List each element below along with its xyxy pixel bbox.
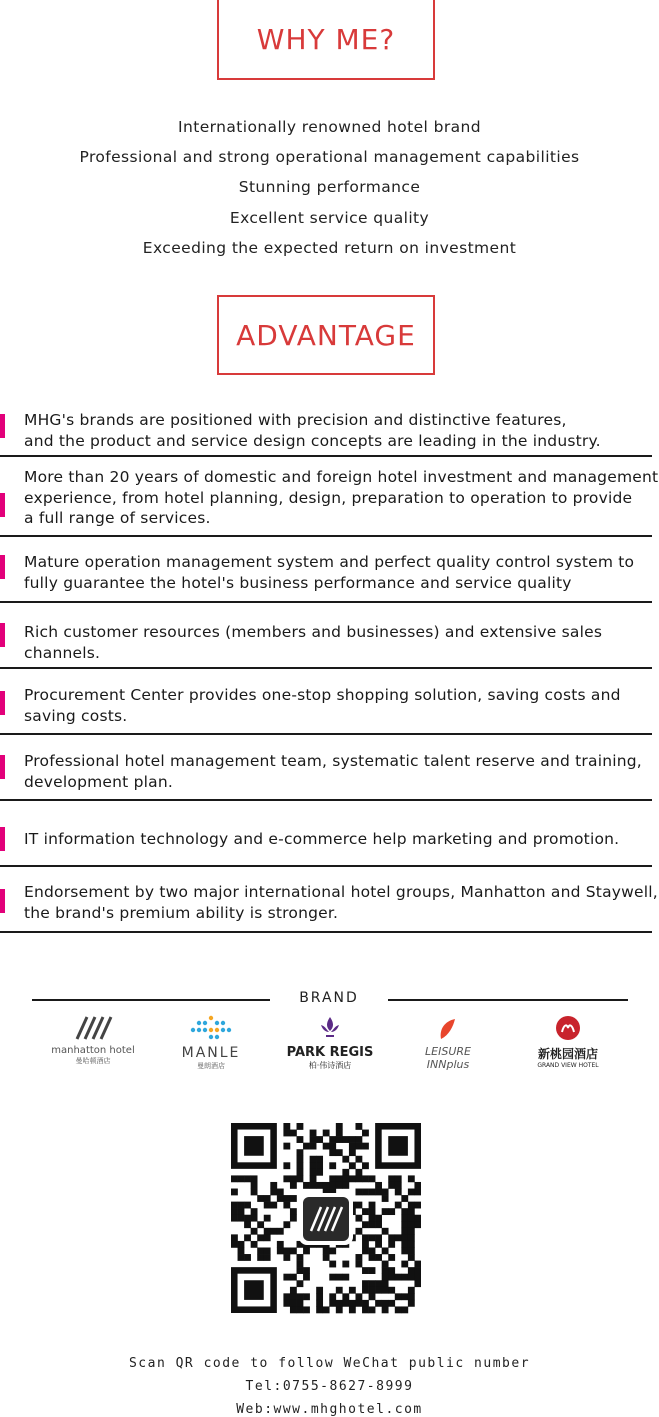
advantage-title: ADVANTAGE: [217, 295, 435, 375]
accent-bar: [0, 827, 5, 851]
logo-sub: 曼哈顿酒店: [75, 1057, 111, 1065]
why-line: Professional and strong operational management capabilities: [79, 148, 580, 167]
manle-logo: [168, 1015, 254, 1079]
advantage-item: [0, 457, 659, 537]
brand-label: BRAND: [299, 990, 359, 1006]
dots-logo-icon: [181, 1015, 241, 1041]
advantage-text: Procurement Center provides one-stop shopping solution, saving costs and saving costs.: [24, 686, 621, 725]
advantage-item: [0, 867, 658, 933]
advantage-text: Rich customer resources (members and businesses) and extensive sales channels.: [24, 623, 603, 662]
why-line: Excellent service quality: [229, 208, 430, 227]
brand-header: [0, 990, 659, 1010]
accent-bar: [0, 623, 5, 647]
advantage-text: MHG's brands are positioned with precision and distinctive features, and the product and service design concepts are leading in the industry.: [24, 411, 601, 450]
accent-bar: [0, 555, 5, 579]
advantage-item: [0, 735, 652, 801]
logo-name: LEISURE INNplus: [425, 1045, 471, 1071]
why-list: [0, 112, 659, 263]
manhatton-logo: [48, 1015, 138, 1079]
accent-bar: [0, 889, 5, 913]
logo-name: 新桃园酒店: [537, 1047, 598, 1061]
phone-number[interactable]: Tel:0755-8627-8999: [245, 1379, 414, 1394]
advantage-text: Mature operation management system and perfect quality control system to fully guarantee the hotel's business performance and service quality: [24, 553, 635, 592]
fleur-logo-icon: [317, 1015, 343, 1041]
logo-sub: 曼朗酒店: [197, 1062, 225, 1070]
website-link[interactable]: Web:www.mhghotel.com: [236, 1402, 423, 1417]
stripes-logo-icon: [73, 1015, 113, 1041]
accent-bar: [0, 414, 5, 438]
why-me-title: WHY ME?: [217, 0, 435, 80]
advantage-text: Professional hotel management team, systematic talent reserve and training, development plan.: [24, 752, 642, 791]
logo-name: manhatton hotel: [51, 1045, 135, 1056]
divider: [388, 999, 628, 1001]
advantage-item: [0, 801, 652, 867]
why-line: Stunning performance: [238, 178, 421, 197]
logo-name: MANLE: [181, 1045, 241, 1061]
logo-name: PARK REGIS: [286, 1045, 374, 1060]
advantage-item: [0, 669, 652, 735]
park-regis-logo: [284, 1015, 376, 1079]
advantage-item: [0, 537, 652, 603]
logo-sub: GRAND VIEW HOTEL: [537, 1062, 599, 1069]
leaf-logo-icon: [433, 1015, 463, 1041]
leisure-inn-logo: [404, 1015, 492, 1079]
why-line: Exceeding the expected return on investment: [142, 238, 517, 257]
grand-view-logo: [520, 1015, 616, 1079]
advantage-text: More than 20 years of domestic and foreign hotel investment and management experience, from hotel planning, design, preparation to operation to provide a full range of services.: [24, 468, 659, 527]
advantage-item: [0, 603, 652, 669]
qr-code-icon: [231, 1123, 421, 1315]
accent-bar: [0, 493, 5, 517]
advantage-text: IT information technology and e-commerce help marketing and promotion.: [24, 830, 620, 848]
seal-logo-icon: [555, 1015, 581, 1041]
advantage-text: Endorsement by two major international hotel groups, Manhatton and Staywell, the brand's premium ability is stronger.: [24, 883, 658, 922]
why-line: Internationally renowned hotel brand: [178, 118, 481, 136]
divider: [32, 999, 270, 1001]
advantage-item: [0, 400, 652, 457]
logo-sub: 柏·伟诗酒店: [308, 1061, 352, 1070]
accent-bar: [0, 691, 5, 715]
wechat-qr-code: [231, 1123, 421, 1315]
scan-instruction: Scan QR code to follow WeChat public number: [128, 1356, 531, 1371]
accent-bar: [0, 755, 5, 779]
